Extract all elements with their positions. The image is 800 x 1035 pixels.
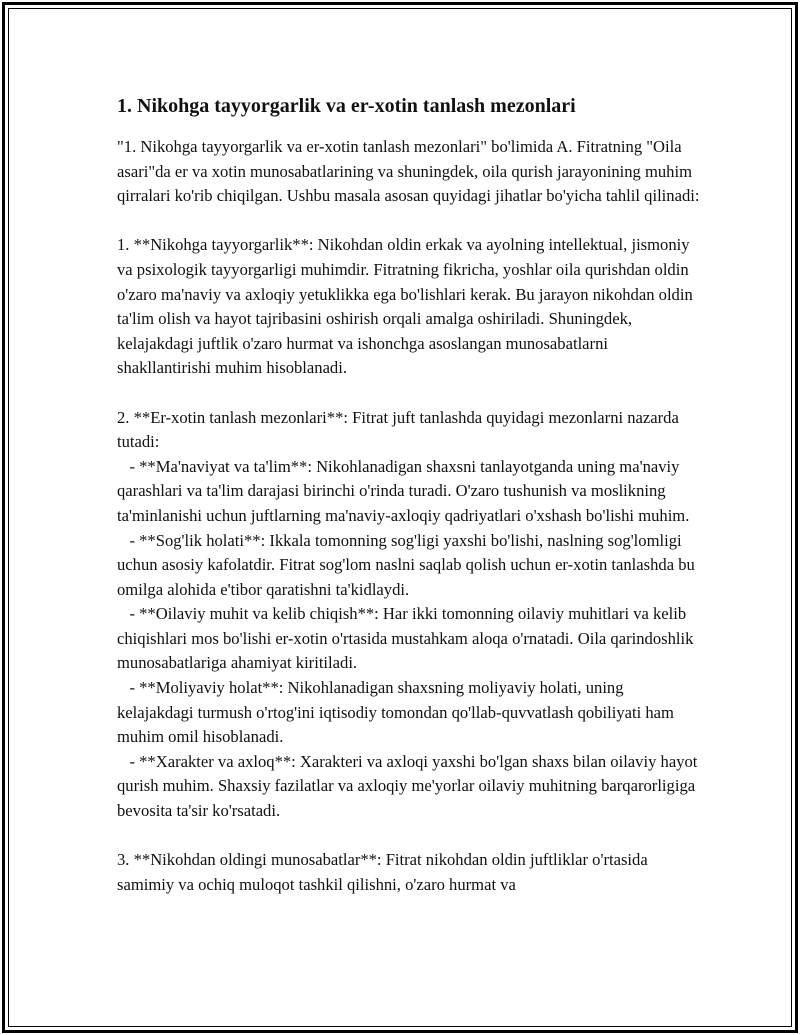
section-1-paragraph: 1. **Nikohga tayyorgarlik**: Nikohdan oldin erkak va ayolning intellektual, jismoniy va psixologik tayyorgarligi muhimdir. Fitratning fikricha, yoshlar oila qurishdan oldin o'zaro ma'naviy va axloqiy yetuklikka ega bo'lishlari kerak. Bu jarayon nikohdan oldin ta'lim olish va hayot tajribasini oshirish orqali amalga oshiriladi. Shuningdek, kelajakdagi juftlik o'zaro hurmat va ishonchga asoslangan munosabatlarni shakllantirishi muhim hisoblanadi. <box>117 235 697 378</box>
list-item-health: - **Sog'lik holati**: Ikkala tomonning sog'ligi yaxshi bo'lishi, naslning sog'lomligi uchun asosiy kafolatdir. Fitrat sog'lom naslni saqlab qolish uchun er-xotin tanlashda bu omilga alohida e'tibor qaratishni ta'kidlaydi. <box>117 530 699 599</box>
list-item-family-background: - **Oilaviy muhit va kelib chiqish**: Har ikki tomonning oilaviy muhitlari va kelib chiqishlari mos bo'lishi er-xotin o'rtasida mustahkam aloqa o'rnatadi. Oila qarindoshlik munosabatlariga ahamiyat kiritiladi. <box>117 604 698 673</box>
list-item-character: - **Xarakter va axloq**: Xarakteri va axloqi yaxshi bo'lgan shaxs bilan oilaviy hayot qurish muhim. Shaxsiy fazilatlar va axloqiy me'yorlar oilaviy muhitning barqarorligiga bevosita ta'sir ko'rsatadi. <box>117 751 702 821</box>
document-body <box>117 92 702 922</box>
document-title: 1. Nikohga tayyorgarlik va er-xotin tanlash mezonlari <box>117 95 576 117</box>
section-2-heading: 2. **Er-xotin tanlash mezonlari**: Fitrat juft tanlashda quyidagi mezonlarni nazarda tutadi: <box>117 407 683 452</box>
section-2-block <box>117 406 702 824</box>
section-3-paragraph: 3. **Nikohdan oldingi munosabatlar**: Fitrat nikohdan oldin juftliklar o'rtasida samimiy va ochiq muloqot tashkil qilishni, o'zaro hurmat va <box>117 850 652 894</box>
intro-paragraph: "1. Nikohga tayyorgarlik va er-xotin tanlash mezonlari" bo'limida A. Fitratning "Oila asari"da er va xotin munosabatlarining va shuningdek, oila qurish jarayonining muhim qirralari ko'rib chiqilgan. Ushbu masala asosan quyidagi jihatlar bo'yicha tahlil qilinadi: <box>117 137 700 206</box>
list-item-financial: - **Moliyaviy holat**: Nikohlanadigan shaxsning moliyaviy holati, uning kelajakdagi turmush o'rtog'ini iqtisodiy tomondan qo'llab-quvvatlash qobiliyati ham muhim omil hisoblanadi. <box>117 678 679 747</box>
list-item-spirituality: - **Ma'naviyat va ta'lim**: Nikohlanadigan shaxsni tanlayotganda uning ma'naviy qarashlari va ta'lim darajasi birinchi o'rinda turadi. O'zaro tushunish va moslikning ta'minlanishi uchun juftlarning ma'naviy-axloqiy qadriyatlari o'xshash bo'lishi muhim. <box>117 456 690 525</box>
